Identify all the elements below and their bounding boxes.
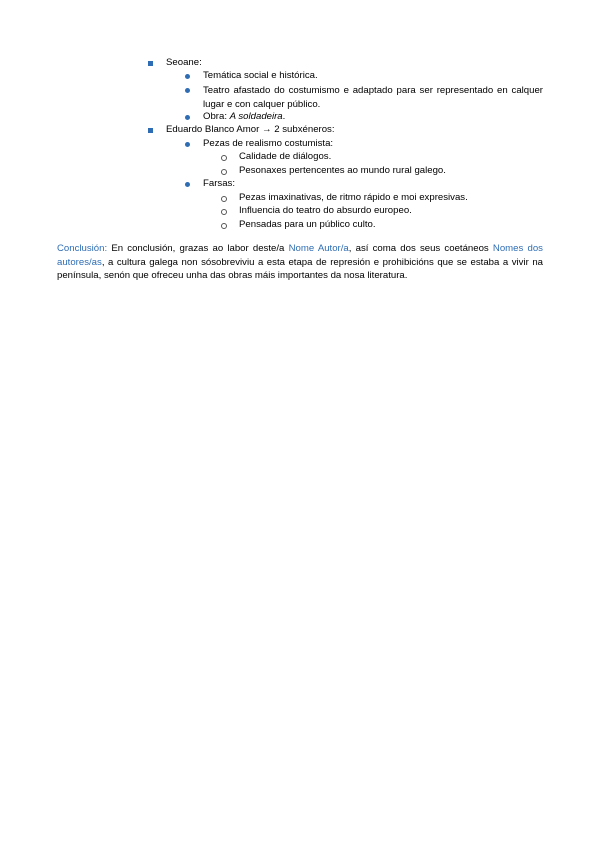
list-item: Pezas imaxinativas, de ritmo rápido e moi expresivas. <box>239 192 468 203</box>
list-item: Teatro afastado do costumismo e adaptado para ser representado en calquer lugar e con calquer público. <box>203 85 543 110</box>
dot-bullet-icon <box>185 88 190 93</box>
list-item: Pensadas para un público culto. <box>239 219 376 230</box>
dot-bullet-icon <box>185 182 190 187</box>
dot-bullet-icon <box>185 74 190 79</box>
list-item: Farsas: <box>203 178 235 189</box>
placeholder-author-name: Nome Autor/a <box>288 243 349 254</box>
dot-bullet-icon <box>185 115 190 120</box>
list-item-obra <box>203 111 285 123</box>
square-bullet-icon <box>148 128 153 133</box>
list-item: Pesonaxes pertencentes ao mundo rural galego. <box>239 165 446 176</box>
circle-bullet-icon <box>221 223 227 229</box>
list-item: Temática social e histórica. <box>203 70 318 81</box>
list-item: Pezas de realismo costumista: <box>203 138 334 149</box>
circle-bullet-icon <box>221 169 227 175</box>
list-item: Calidade de diálogos. <box>239 151 332 162</box>
dot-bullet-icon <box>185 142 190 147</box>
conclusion-text: , a cultura galega non sósobreviviu a esta etapa de represión e prohibicións que se estaba a vivir na península, senón que ofreceu unha das obras máis importantes da nosa literatura. <box>57 256 543 281</box>
conclusion-paragraph <box>57 242 543 283</box>
list-item-seoane: Seoane: <box>166 57 202 68</box>
conclusion-text: , así coma dos seus coetáneos <box>348 243 493 254</box>
placeholder-authors-names: Nomes dos autores/as <box>57 243 543 268</box>
circle-bullet-icon <box>221 196 227 202</box>
obra-label: Obra: <box>203 111 230 122</box>
conclusion-text: En conclusión, grazas ao labor deste/a <box>107 243 289 254</box>
list-item-blanco-amor: Eduardo Blanco Amor → 2 subxéneros: <box>166 124 335 135</box>
square-bullet-icon <box>148 61 153 66</box>
circle-bullet-icon <box>221 209 227 215</box>
circle-bullet-icon <box>221 155 227 161</box>
conclusion-heading: Conclusión: <box>57 243 108 254</box>
obra-title: A soldadeira <box>229 111 283 122</box>
obra-end: . <box>282 111 286 122</box>
list-item: Influencia do teatro do absurdo europeo. <box>239 205 412 216</box>
